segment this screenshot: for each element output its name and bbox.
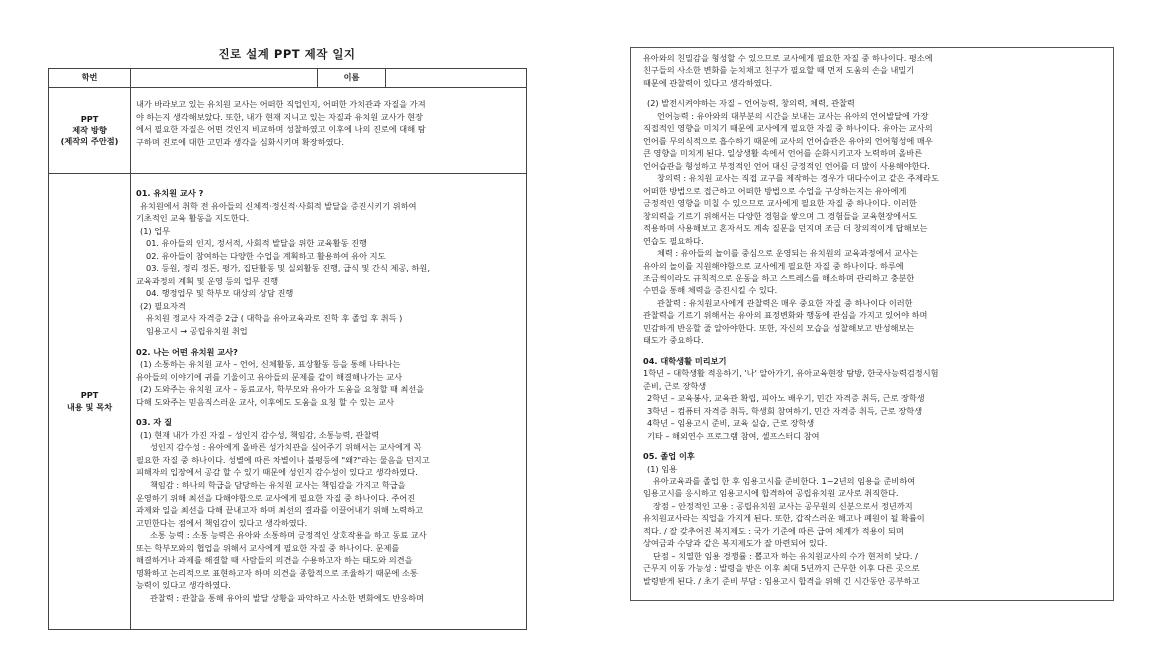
content-line: (1) 소통하는 유치원 교사 – 언어, 신체활동, 표상활동 등을 통해 나타나는 <box>140 359 401 370</box>
content-line: 적다. / 잘 갖추어진 복지제도 : 국가 기준에 따른 급여 체계가 적용이 되며 <box>643 525 904 536</box>
content-line: 03. 등원, 정리 정돈, 평가, 집단활동 및 실외활동 진행, 급식 및 간식 제공, 하원, <box>146 263 430 274</box>
content-line: 유아와의 친밀감을 형성할 수 있으므로 교사에게 필요한 자질 중 하나이다. 평소에 <box>643 53 933 63</box>
content-line: 01. 유아들의 인지, 정서적, 사회적 발달을 위한 교육활동 진행 <box>146 238 367 249</box>
paragraph-gap <box>643 89 1107 97</box>
student-id-value[interactable] <box>131 69 318 88</box>
direction-label-line: PPT <box>80 113 99 124</box>
direction-text-line: 에서 필요한 자질은 어떤 것인지 비교하며 성찰하였고 이후에 나의 진로에 대해 탐 <box>136 124 426 135</box>
section-heading: 02. 나는 어떤 유치원 교사? <box>136 346 238 357</box>
content-line: 교육과정의 계획 및 운영 등의 업무 진행 <box>136 275 279 286</box>
content-line: 때문에 관찰력이 있다고 생각하였다. <box>643 77 773 88</box>
content-line: 유치원 정교사 자격증 2급 ( 대학을 유아교육과로 진학 후 졸업 후 취득 ) <box>146 313 403 324</box>
content-line: 장점 – 안정적인 고용 : 공립유치원 교사는 공무원의 신분으로서 정년까지 <box>653 500 913 511</box>
content-line: 기초적인 교육 활동을 지도한다. <box>136 213 250 224</box>
content-line: 상여금과 수당과 같은 복지제도가 잘 마련되어 있다. <box>643 538 828 549</box>
content-line: 책임감 : 하나의 학급을 담당하는 유치원 교사는 책임감을 가지고 학급을 <box>150 480 406 491</box>
right-page-content <box>643 52 1107 600</box>
direction-label-text <box>61 114 119 146</box>
section-heading: 03. 자 질 <box>136 417 173 428</box>
content-line: 민감하게 반응할 줄 알아야한다. 또한, 자신의 모습을 성찰해보고 반성해보는 <box>643 322 915 333</box>
content-line: 2학년 – 교육봉사, 교육관 확립, 피아노 배우기, 민간 자격증 취득, 근로 장학생 <box>647 393 925 404</box>
content-label-text <box>67 390 112 411</box>
content-line: (2) 발전시켜야하는 자질 – 언어능력, 창의력, 체력, 관찰력 <box>647 98 855 109</box>
content-line: 운영하기 위해 최선을 다해야함으로 교사에게 필요한 자질 중 하나이다. 주어진 <box>136 492 416 503</box>
content-line: 창의력 : 유치원 교사는 직접 교구를 제작하는 경우가 대다수이고 같은 주제라도 <box>657 173 939 184</box>
content-line: 피해자의 입장에서 공감 할 수 있기 때문에 성인지 감수성이 있다고 생각하였다. <box>136 467 418 478</box>
direction-text-line: 야 하는지 생각해보았다. 또한, 내가 현재 지니고 있는 자질과 유치원 교사가 현장 <box>136 111 423 122</box>
content-label-line: 내용 및 목차 <box>66 401 113 412</box>
content-line: 수면을 통해 체력을 증진시킬 수 있다. <box>643 285 778 296</box>
document-page-right <box>630 47 1114 601</box>
student-id-label: 학번 <box>49 69 131 88</box>
content-label-line: PPT <box>80 390 99 401</box>
name-label: 이름 <box>318 69 386 88</box>
content-line: 임용고시 → 공립유치원 취업 <box>146 326 248 337</box>
content-line: 근무지 이동 가능성 : 발령을 받은 이후 최대 5년까지 근무한 이후 다른 곳으로 <box>643 563 920 574</box>
content-line: 체력 : 유아들의 놀이를 중심으로 운영되는 유치원의 교육과정에서 교사는 <box>657 248 918 259</box>
content-line: 태도가 중요하다. <box>643 335 704 346</box>
content-line: (1) 임용 <box>647 463 678 474</box>
content-line: (2) 필요자격 <box>140 300 186 311</box>
content-line: 필요한 자질 중 하나이다. 성별에 따른 차별이나 불평등에 "왜?"라는 물음을 던지고 <box>136 454 430 465</box>
content-line: 명확하고 논리적으로 표현하고자 하며 의견을 종합적으로 조율하기 때문에 소통 <box>136 567 418 578</box>
content-line: 창의력을 기르기 위해서는 다양한 경험을 쌓으며 그 경험들을 교육현장에서도 <box>643 210 917 221</box>
content-line: 04. 행정업무 및 학부모 대상의 상담 진행 <box>146 288 294 299</box>
log-form-table <box>48 68 527 630</box>
content-line: 큰 영향을 미치게 된다. 일상생활 속에서 언어를 순화시키고자 노력하며 올바른 <box>643 148 923 159</box>
content-line: 02. 유아들이 참여하는 다양한 수업을 계획하고 활용하여 유아 지도 <box>146 250 386 261</box>
content-line: 단점 – 치열한 임용 경쟁률 : 뽑고자 하는 유치원교사의 수가 현저히 낮다. / <box>653 550 918 561</box>
content-line: 다해 도와주는 믿음직스러운 교사, 이후에도 도움을 요청 할 수 있는 교사 <box>136 396 394 407</box>
direction-text-line: 구하며 진로에 대한 고민과 생각을 심화시키며 확장하였다. <box>136 137 345 148</box>
section-heading: 01. 유치원 교사 ? <box>136 188 204 198</box>
content-line: 발령받게 된다. / 초기 준비 부담 : 임용고시 합격을 위해 긴 시간동안 공부하고 <box>643 575 920 586</box>
content-line: 언어를 무의식적으로 흡수하기 때문에 교사의 언어습관은 유아의 언어형성에 매우 <box>643 135 933 146</box>
content-line: 관찰력 : 관찰을 통해 유아의 발달 상황을 파악하고 사소한 변화에도 반응하며 <box>150 592 424 603</box>
content-line: (2) 도와주는 유치원 교사 – 동료교사, 학부모와 유아가 도움을 요청할 때 최선을 <box>140 384 425 395</box>
content-line: 연습도 필요하다. <box>643 235 704 246</box>
name-value[interactable] <box>386 69 527 88</box>
content-line: 소통 능력 : 소통 능력은 유아와 소통하며 긍정적인 상호작용을 하고 동료 교사 <box>150 530 427 541</box>
content-line: 유아의 놀이를 지원해야함으로 교사에게 필요한 자질 중 하나이다. 하루에 <box>643 260 904 271</box>
direction-label <box>49 88 131 174</box>
direction-label-line: (제작의 주안점) <box>60 136 119 147</box>
content-line: 조금씩이라도 규칙적으로 운동을 하고 스트레스를 해소하며 관리하고 충분한 <box>643 272 915 283</box>
content-line: 기타 – 해외연수 프로그램 참여, 셀프스터디 참여 <box>647 430 820 441</box>
section-heading: 05. 졸업 이후 <box>643 451 695 462</box>
content-line: 관찰력을 기르기 위해서는 유아의 표정변화와 행동에 관심을 가지고 있어야 하며 <box>643 310 928 321</box>
document-title: 진로 설계 PPT 제작 일지 <box>218 47 356 61</box>
content-line: 또는 학부모와의 협업을 위해서 교사에게 필요한 자질 중 하나이다. 문제를 <box>136 542 400 553</box>
content-line: (1) 업무 <box>140 225 171 236</box>
content-line: 준비, 근로 장학생 <box>643 380 707 391</box>
direction-text-line: 내가 바라보고 있는 유치원 교사는 어떠한 직업인지, 어떠한 가치관과 자질을 가져 <box>136 99 426 109</box>
content-line: 언어능력 : 유아와의 대부분의 시간을 보내는 교사는 유아의 언어발달에 가장 <box>657 110 929 121</box>
content-line: 능력이 있다고 생각하였다. <box>136 580 231 591</box>
content-line: 관찰력 : 유치원교사에게 관찰력은 매우 중요한 자질 중 하나이다 이러한 <box>657 297 913 308</box>
content-line: 직접적인 영향을 미치기 때문에 교사에게 필요한 자질 중 하나이다. 유아는 교사의 <box>643 123 933 134</box>
content-line: 유아교육과를 졸업 한 후 임용고시를 준비한다. 1~2년의 임용을 준비하여 <box>653 476 916 486</box>
content-line: 임용고시를 응시하고 임용고시에 합격하여 공립유치원 교사로 취직한다. <box>643 488 899 499</box>
content-line: 4학년 – 임용고시 준비, 교육 실습, 근로 장학생 <box>647 418 815 429</box>
content-line: 1학년 – 대학생활 적응하기, '나' 알아가기, 유아교육현장 탐방, 한국사능력검정시험 <box>643 368 939 379</box>
content-line: 적용하며 사용해보고 혼자서도 계속 질문을 던지며 조금 더 창의적이게 답해보는 <box>643 223 928 234</box>
content-line: 고민한다는 점에서 책임감이 있다고 생각하였다. <box>136 517 308 528</box>
content-line: 과제와 일을 최선을 다해 끝내고자 하며 최선의 결과를 이끌어내기 위해 노력하고 <box>136 505 424 516</box>
content-cell <box>131 174 527 630</box>
content-line: 어떠한 방법으로 접근하고 어떠한 방법으로 수업을 구상하는지는 유아에게 <box>643 185 907 196</box>
section-heading: 04. 대학생활 미리보기 <box>643 355 727 366</box>
content-line: 유치원에서 취학 전 유아들의 신체적·정신적·사회적 발달을 증진시키기 위하여 <box>140 200 417 211</box>
content-line: 유아들의 이야기에 귀를 기울이고 유아들의 문제를 같이 해결해나가는 교사 <box>136 371 403 382</box>
content-line: 성인지 감수성 : 유아에게 올바른 성가치관을 심어주기 위해서는 교사에게 꼭 <box>150 442 422 453</box>
content-line: 언어습관을 형성하고 부정적인 언어 대신 긍정적인 언어를 더 많이 사용해야한다. <box>643 160 931 171</box>
direction-label-line: 제작 방향 <box>72 124 107 135</box>
content-label <box>49 174 131 630</box>
content-line: 3학년 – 컴퓨터 자격증 취득, 학생회 참여하기, 민간 자격증 취득, 근로 장학생 <box>647 405 923 416</box>
content-line: 해결하거나 과제를 해결할 때 사람들의 의견을 수용하고자 하는 태도와 의견을 <box>136 555 413 566</box>
content-line: 친구들의 사소한 변화를 눈치채고 친구가 필요할 때 먼저 도움의 손을 내밀기 <box>643 65 915 76</box>
content-line: (1) 현재 내가 가진 자질 – 성인지 감수성, 책임감, 소통능력, 관찰력 <box>140 429 380 440</box>
content-line: 긍정적인 영향을 미칠 수 있으므로 교사에게 필요한 자질 중 하나이다. 이러한 <box>643 198 917 209</box>
direction-text <box>131 88 527 174</box>
content-line: 유치원교사라는 직업을 가지게 된다. 또한, 갑작스러운 해고나 폐원이 될 확률이 <box>643 513 925 524</box>
